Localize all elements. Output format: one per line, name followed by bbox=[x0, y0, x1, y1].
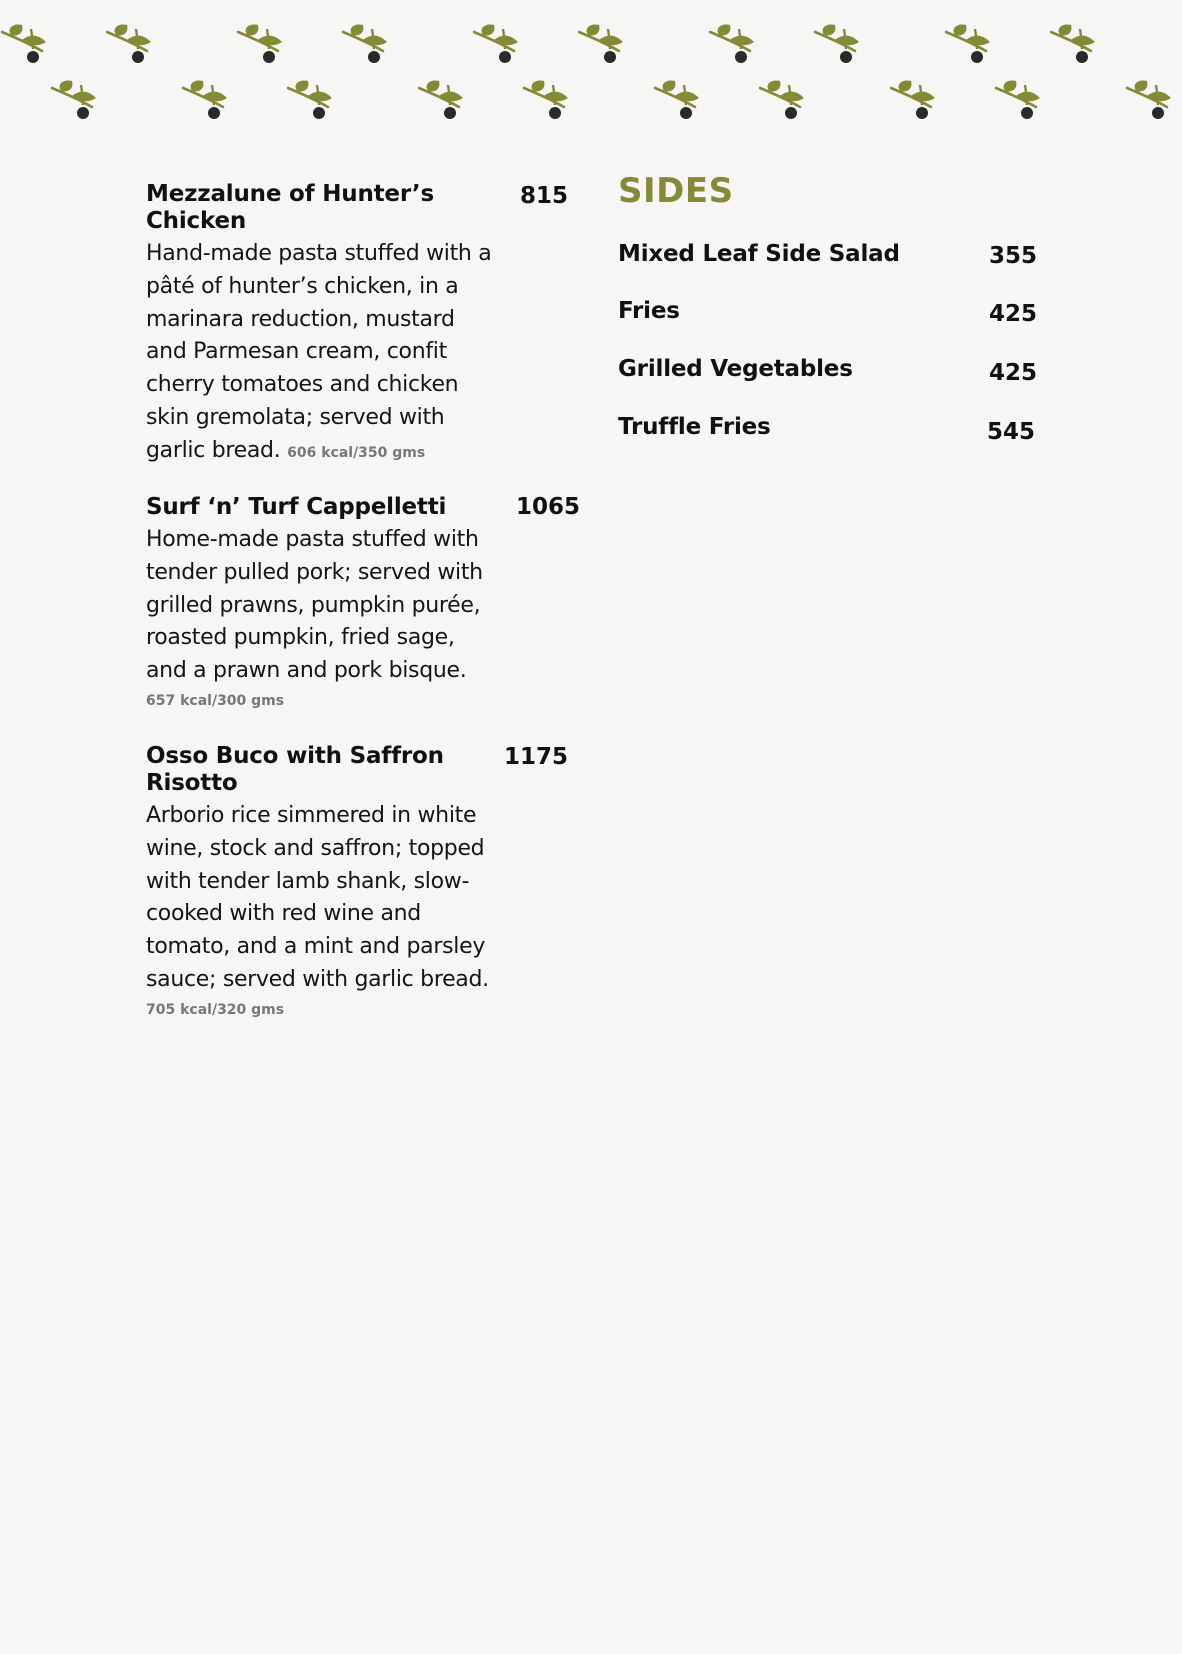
olive-branch-icon bbox=[183, 80, 227, 119]
olive-branch-icon bbox=[524, 80, 568, 119]
dish-nutrition: 606 kcal/350 gms bbox=[287, 444, 426, 461]
dish-description bbox=[146, 800, 496, 1023]
side-price: 425 bbox=[989, 360, 1038, 386]
side-name: Grilled Vegetables bbox=[618, 356, 853, 382]
side-name: Mixed Leaf Side Salad bbox=[618, 241, 900, 267]
olive-branch-icon bbox=[579, 24, 623, 63]
dish-description-text: Home-made pasta stuffed with tender pulled pork; served with grilled prawns, pumpkin purée, roasted pumpkin, fried sage, and a prawn and pork bisque. bbox=[146, 527, 483, 684]
olive-branch-icon bbox=[891, 80, 935, 119]
dish-price: 815 bbox=[520, 183, 569, 209]
dish-description bbox=[146, 238, 496, 470]
dish-name: Surf ‘n’ Turf Cappelletti bbox=[146, 494, 447, 520]
side-item-fries bbox=[618, 296, 1038, 330]
side-name: Fries bbox=[618, 298, 680, 324]
dish-nutrition: 705 kcal/320 gms bbox=[146, 1001, 285, 1018]
side-price: 425 bbox=[989, 301, 1038, 327]
olive-branch-icon bbox=[2, 24, 46, 63]
dish-description-text: Arborio rice simmered in white wine, stock and saffron; topped with tender lamb shank, slow-cooked with red wine and tomato, and a mint and parsley sauce; served with garlic bread. bbox=[146, 803, 489, 992]
olive-branch-icon bbox=[238, 24, 282, 63]
olive-branch-icon bbox=[107, 24, 151, 63]
olive-branch-icon bbox=[710, 24, 754, 63]
side-price: 355 bbox=[989, 243, 1038, 269]
olive-branch-icon bbox=[655, 80, 699, 119]
olive-branch-icon bbox=[343, 24, 387, 63]
side-price: 545 bbox=[987, 419, 1036, 445]
dish-name: Mezzalune of Hunter’s Chicken bbox=[146, 181, 434, 234]
dish-description bbox=[146, 524, 496, 714]
olive-branch-icon bbox=[760, 80, 804, 119]
olive-branch-icon bbox=[1127, 80, 1171, 119]
olive-pattern bbox=[0, 0, 1182, 140]
olive-branch-icon bbox=[996, 80, 1040, 119]
olive-branch-icon bbox=[946, 24, 990, 63]
side-name: Truffle Fries bbox=[618, 414, 771, 440]
sides-heading: SIDES bbox=[618, 171, 734, 211]
dish-description-text: Hand-made pasta stuffed with a pâté of hunter’s chicken, in a marinara reduction, mustard and Parmesan cream, confit cherry tomatoes and chicken skin gremolata; served with garlic bread. bbox=[146, 241, 492, 463]
olive-branch-icon bbox=[419, 80, 463, 119]
side-item-grilled-vegetables bbox=[618, 354, 1038, 388]
dish-name: Osso Buco with Saffron Risotto bbox=[146, 743, 444, 796]
side-item-mixed-leaf-salad bbox=[618, 239, 1038, 273]
olive-branch-icon bbox=[52, 80, 96, 119]
dish-price: 1065 bbox=[516, 494, 581, 520]
side-item-truffle-fries bbox=[618, 412, 1038, 446]
olive-branch-icon bbox=[288, 80, 332, 119]
dish-nutrition: 657 kcal/300 gms bbox=[146, 692, 285, 709]
olive-branch-icon bbox=[815, 24, 859, 63]
olive-branch-icon bbox=[474, 24, 518, 63]
olive-branch-icon bbox=[1051, 24, 1095, 63]
dish-price: 1175 bbox=[504, 744, 569, 770]
